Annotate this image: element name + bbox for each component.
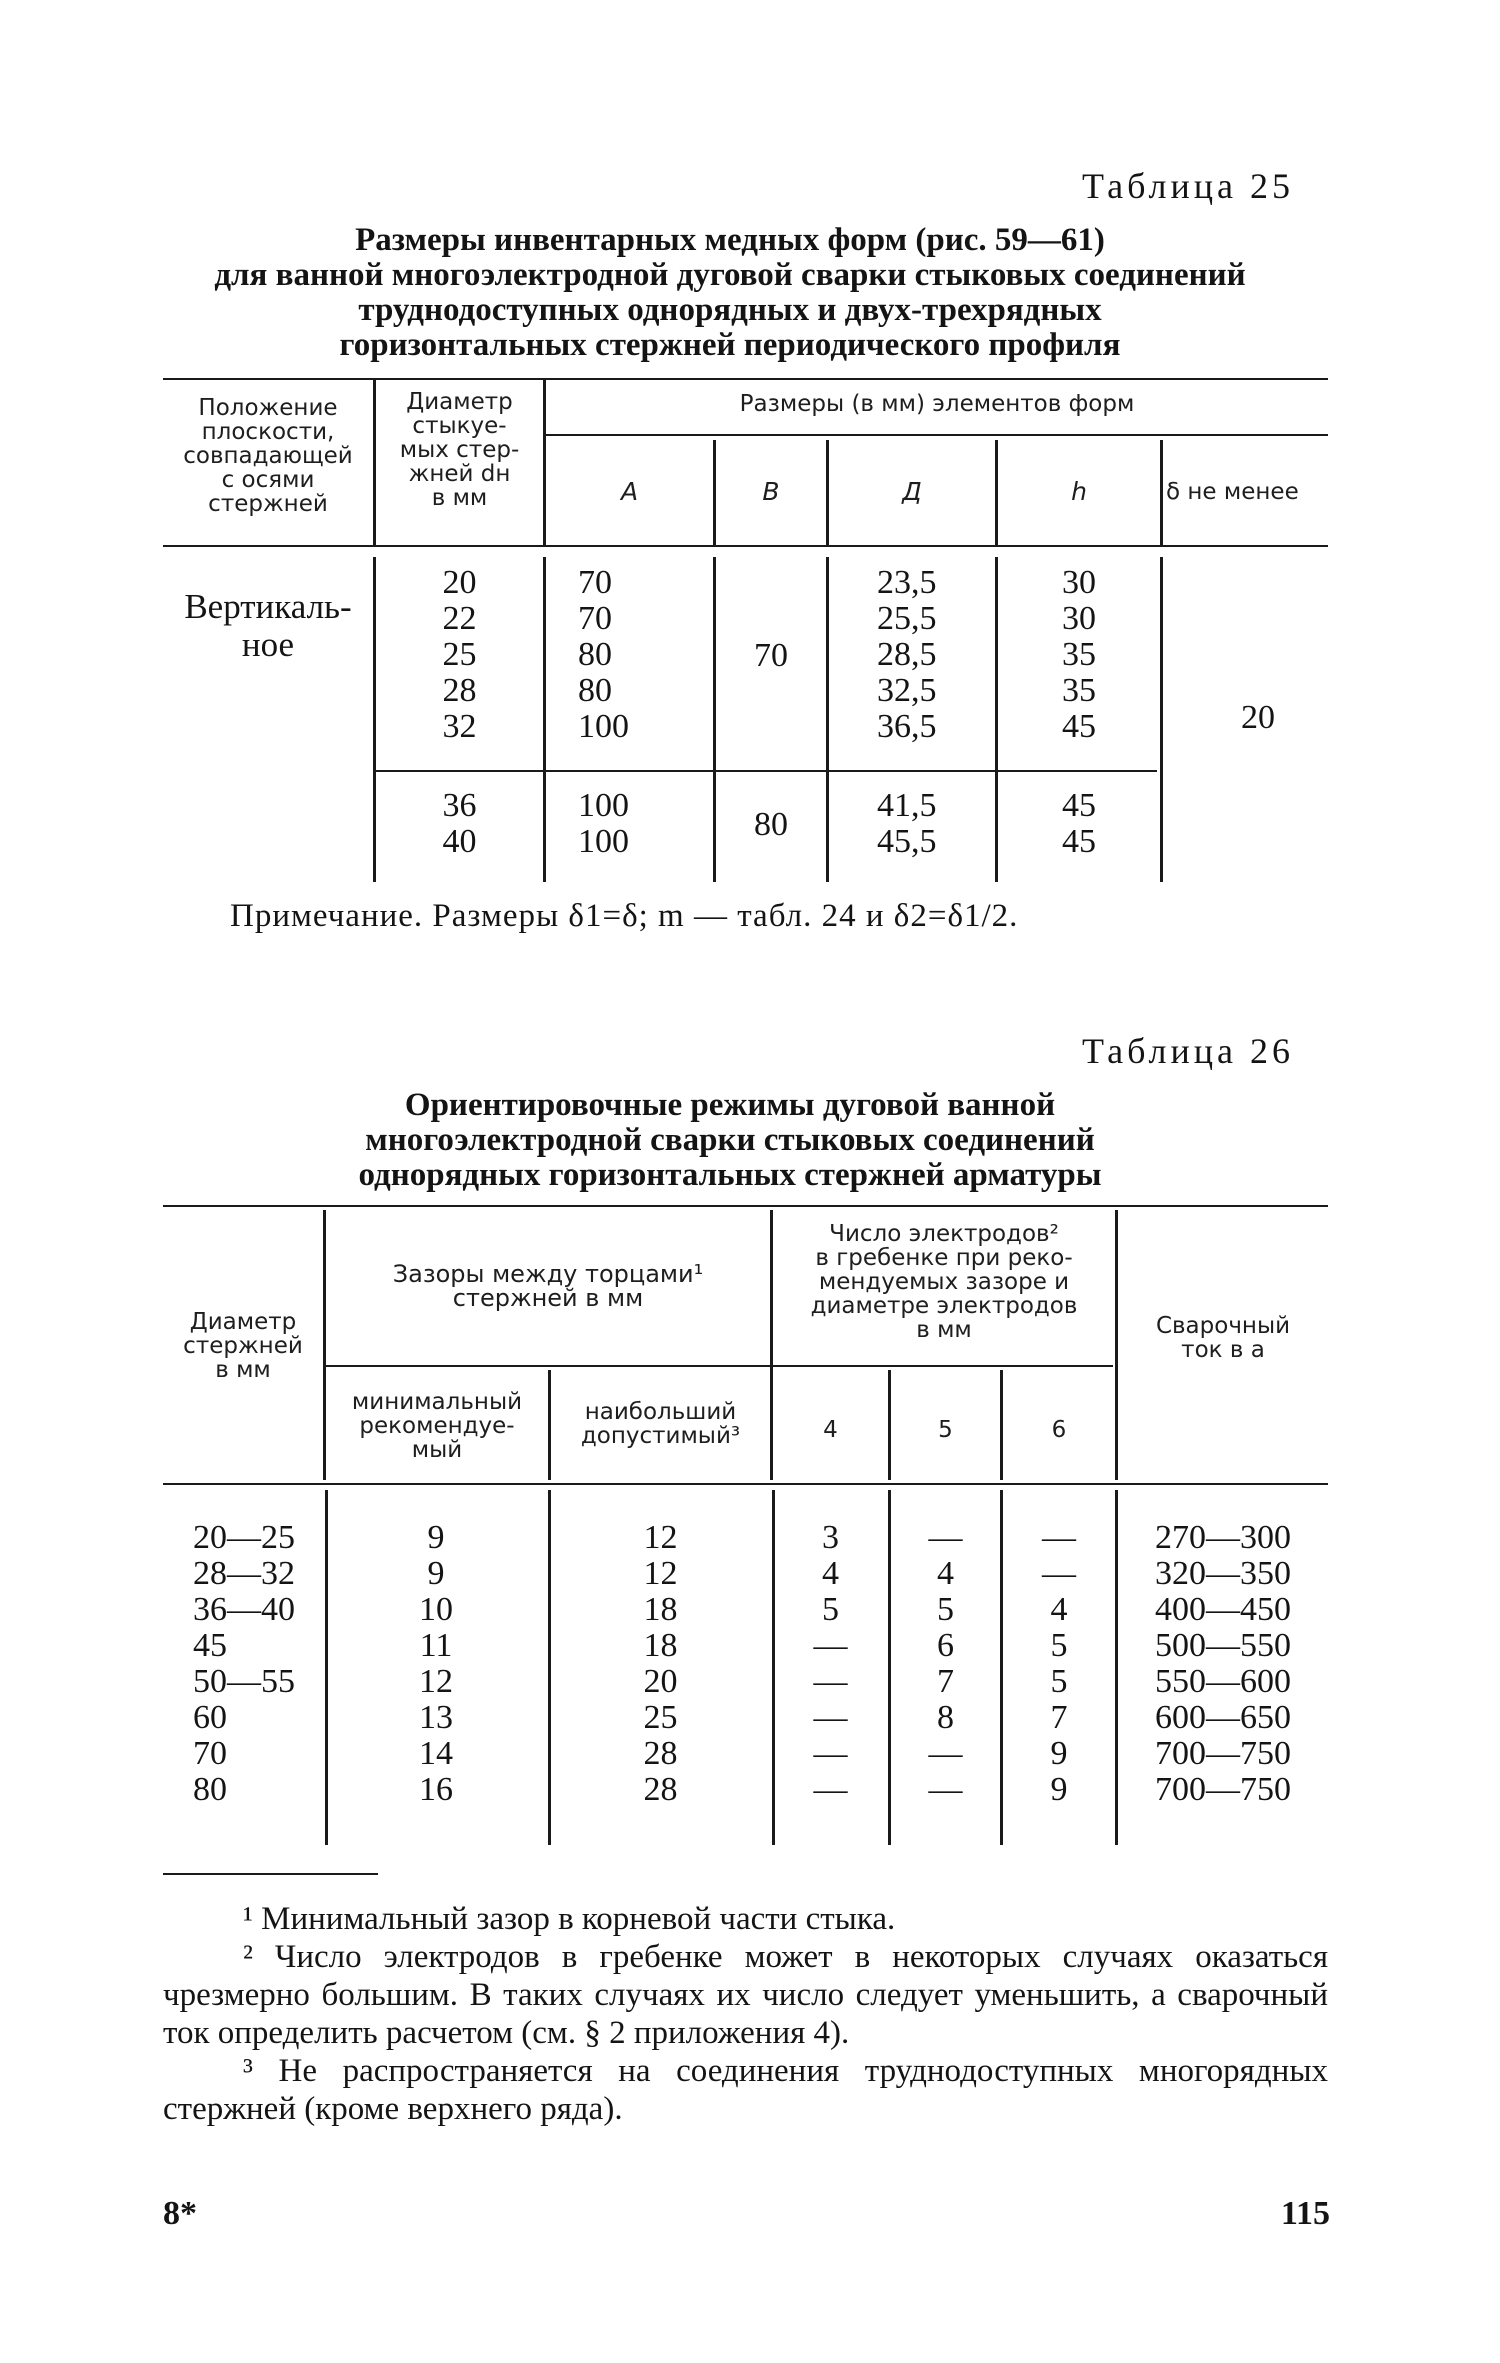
cell-n4: 5: [822, 1591, 839, 1628]
cell-text: 30: [1062, 564, 1096, 601]
group-separator-rule: [375, 770, 1157, 772]
cell-text: 32: [442, 708, 477, 745]
cell-current: 500—550: [1155, 1627, 1291, 1664]
table-row: [163, 1700, 1328, 1736]
cell-n5: 8: [937, 1699, 954, 1736]
cell-gap-min: 14: [419, 1735, 453, 1772]
group2-diameters: [376, 788, 543, 860]
table-26-label: Таблица 26: [1082, 1031, 1294, 1071]
cell-text: 100: [578, 787, 629, 824]
group1-B: 70: [754, 637, 788, 674]
header-text: Зазоры между торцами¹: [392, 1260, 704, 1288]
col-divider: [1160, 440, 1163, 545]
cell-n5: —: [928, 1735, 963, 1772]
cell-text: 30: [1062, 600, 1096, 637]
cell-diameter: 80: [193, 1771, 227, 1808]
header-text: рекомендуе-: [359, 1413, 515, 1439]
caption-line: для ванной многоэлектродной дуговой сварки стыковых соединений: [214, 257, 1246, 293]
cell-n4: —: [813, 1663, 848, 1700]
cell-diameter: 36—40: [193, 1591, 295, 1628]
group1-A: [546, 565, 713, 745]
cell-n5: 6: [937, 1627, 954, 1664]
cell-gap-max: 12: [643, 1555, 678, 1592]
cell-n6: 9: [1050, 1771, 1068, 1808]
table-26-body: [163, 1520, 1328, 1808]
header-text: в гребенке при реко-: [815, 1245, 1073, 1271]
cell-gap-max: 28: [643, 1735, 678, 1772]
cell-n4: 4: [822, 1555, 839, 1592]
header-diameter: [163, 1310, 323, 1382]
cell-gap-max: 18: [643, 1591, 678, 1628]
header-bottom-rule: [163, 1483, 1328, 1485]
cell-gap-max: 20: [643, 1663, 678, 1700]
header-position: [163, 396, 373, 516]
cell-text: 40: [442, 823, 477, 860]
table-25-caption: [120, 223, 1340, 363]
cell-gap-min: 13: [419, 1699, 453, 1736]
cell-text: 20: [442, 564, 477, 601]
cell-text: 23,5: [877, 564, 937, 601]
header-delta: δ не менее: [1166, 479, 1299, 505]
header-text: наибольший: [584, 1399, 737, 1425]
cell-diameter: 60: [193, 1699, 227, 1736]
cell-text: 45: [1062, 823, 1096, 860]
header-text: с осями: [221, 467, 315, 493]
cell-n5: —: [928, 1771, 963, 1808]
caption-line: многоэлектродной сварки стыковых соединений: [365, 1122, 1095, 1158]
cell-text: 45,5: [877, 823, 937, 860]
cell-text: 41,5: [877, 787, 937, 824]
cell-text: 36: [442, 787, 477, 824]
cell-diameter: 45: [193, 1627, 227, 1664]
group2-B: 80: [754, 806, 788, 843]
header-text: Диаметр: [189, 1309, 297, 1335]
cell-gap-min: 16: [419, 1771, 453, 1808]
table-row: [163, 1664, 1328, 1700]
header-text: мендуемых зазоре и: [818, 1269, 1070, 1295]
header-current: [1118, 1314, 1328, 1362]
cell-text: 32,5: [877, 672, 937, 709]
page-number: 115: [1280, 2195, 1330, 2232]
footnote-rule: [163, 1873, 378, 1875]
cell-n5: 4: [937, 1555, 954, 1592]
cell-current: 270—300: [1155, 1519, 1291, 1556]
position-value: [163, 588, 373, 664]
group1-D: [829, 565, 995, 745]
group2-D: [829, 788, 995, 860]
caption-line: однорядных горизонтальных стержней арматуры: [358, 1157, 1102, 1193]
cell-n4: —: [813, 1771, 848, 1808]
header-text: совпадающей: [183, 443, 353, 469]
header-B: B: [762, 477, 780, 506]
cell-gap-max: 12: [643, 1519, 678, 1556]
cell-current: 700—750: [1155, 1771, 1291, 1808]
table-row: [163, 1520, 1328, 1556]
cell-text: 45: [1062, 708, 1096, 745]
cell-n6: 5: [1050, 1663, 1068, 1700]
footnote: ² Число электродов в гребенке может в некоторых случаях оказаться чрезмерно большим. В таких случаях их число следует уменьшить, а сварочный ток определить расчетом (см. § 2 приложения 4).: [163, 1939, 1328, 2051]
header-text: стыкуе-: [412, 413, 507, 439]
header-text: в мм: [215, 1357, 271, 1383]
delta-value: 20: [1241, 699, 1275, 736]
table-26-caption: [120, 1088, 1340, 1193]
table-top-rule: [163, 1205, 1328, 1207]
header-text: жней dн: [408, 461, 511, 487]
cell-current: 700—750: [1155, 1735, 1291, 1772]
table-row: [163, 1736, 1328, 1772]
header-text: плоскости,: [201, 419, 335, 445]
caption-line: Размеры инвентарных медных форм (рис. 59—61): [355, 222, 1105, 258]
cell-text: 35: [1062, 672, 1096, 709]
header-text: ток в а: [1181, 1337, 1265, 1363]
cell-text: 100: [578, 708, 629, 745]
header-text: диаметре электродов: [810, 1293, 1078, 1319]
header-text: мый: [411, 1437, 463, 1463]
caption-line: Ориентировочные режимы дуговой ванной: [404, 1087, 1056, 1123]
table-row: [163, 1628, 1328, 1664]
cell-gap-min: 9: [427, 1519, 445, 1556]
cell-n4: —: [813, 1735, 848, 1772]
cell-text: 28,5: [877, 636, 937, 673]
cell-text: 35: [1062, 636, 1096, 673]
group1-diameters: [376, 565, 543, 745]
header-text: в мм: [431, 485, 488, 511]
caption-line: труднодоступных однорядных и двух-трехрядных: [358, 292, 1102, 328]
header-text: Число электродов²: [829, 1221, 1059, 1247]
cell-text: 70: [578, 600, 612, 637]
cell-text: 80: [578, 636, 612, 673]
header-text: стержней: [208, 491, 328, 517]
group-header-rule: [545, 434, 1328, 436]
cell-n4: 3: [822, 1519, 839, 1556]
header-group: Размеры (в мм) элементов форм: [739, 391, 1135, 417]
cell-text: 25: [442, 636, 477, 673]
cell-n6: —: [1042, 1555, 1076, 1592]
cell-current: 600—650: [1155, 1699, 1291, 1736]
header-h: h: [1071, 477, 1087, 506]
cell-n5: 7: [937, 1663, 954, 1700]
cell-n6: 7: [1050, 1699, 1068, 1736]
cell-diameter: 50—55: [193, 1663, 295, 1700]
cell-text: 36,5: [877, 708, 937, 745]
table-row: [163, 1592, 1328, 1628]
cell-n6: 4: [1050, 1591, 1068, 1628]
header-text: Диаметр: [406, 389, 513, 415]
header-e4: 4: [823, 1417, 838, 1443]
cell-n4: —: [813, 1699, 848, 1736]
cell-gap-min: 11: [419, 1627, 453, 1664]
cell-diameter: 20—25: [193, 1519, 295, 1556]
cell-n6: 9: [1050, 1735, 1068, 1772]
header-A: A: [620, 477, 639, 506]
cell-n6: 5: [1050, 1627, 1068, 1664]
table-row: [163, 1772, 1328, 1808]
header-text: в мм: [916, 1317, 972, 1343]
cell-text: 22: [442, 600, 477, 637]
header-text: допустимый³: [580, 1423, 741, 1449]
header-e6: 6: [1051, 1417, 1067, 1443]
cell-text: ное: [241, 625, 295, 664]
cell-text: Вертикаль-: [184, 587, 352, 626]
cell-gap-max: 18: [643, 1627, 678, 1664]
cell-gap-max: 25: [643, 1699, 678, 1736]
group1-h: [998, 565, 1160, 745]
subheader-rule: [325, 1365, 1113, 1367]
cell-diameter: 28—32: [193, 1555, 295, 1592]
footnotes: [163, 1900, 1328, 2128]
cell-gap-min: 9: [427, 1555, 445, 1592]
cell-text: 45: [1062, 787, 1096, 824]
header-gaps: [326, 1262, 770, 1310]
header-gap-max: [551, 1400, 770, 1448]
cell-gap-min: 10: [419, 1591, 453, 1628]
cell-n5: —: [928, 1519, 963, 1556]
caption-line: горизонтальных стержней периодического профиля: [339, 327, 1121, 363]
header-gap-min: [326, 1390, 548, 1462]
header-D: Д: [902, 477, 922, 506]
header-e5: 5: [938, 1417, 953, 1443]
table-25-label: Таблица 25: [1082, 166, 1294, 206]
header-bottom-rule: [163, 545, 1328, 547]
cell-n6: —: [1042, 1519, 1076, 1556]
table-row: [163, 1556, 1328, 1592]
header-text: минимальный: [351, 1389, 523, 1415]
footnote: ³ Не распространяется на соединения труднодоступных многорядных стержней (кроме верхнего ряда).: [163, 2053, 1328, 2127]
group2-A: [546, 788, 713, 860]
cell-text: 100: [578, 823, 629, 860]
cell-text: 80: [578, 672, 612, 709]
cell-text: 25,5: [877, 600, 937, 637]
group2-h: [998, 788, 1160, 860]
footnote: ¹ Минимальный зазор в корневой части стыка.: [243, 1901, 896, 1937]
table-25-note: Примечание. Размеры δ1=δ; m — табл. 24 и δ2=δ1/2.: [230, 898, 1019, 934]
header-text: Положение: [198, 395, 338, 421]
cell-gap-min: 12: [419, 1663, 453, 1700]
cell-text: 70: [578, 564, 612, 601]
cell-gap-max: 28: [643, 1771, 678, 1808]
header-text: стержней в мм: [452, 1284, 644, 1312]
cell-current: 320—350: [1155, 1555, 1291, 1592]
cell-current: 400—450: [1155, 1591, 1291, 1628]
header-text: стержней: [183, 1333, 303, 1359]
header-text: мых стер-: [399, 437, 520, 463]
header-diameter: [376, 390, 543, 510]
header-text: Сварочный: [1155, 1313, 1291, 1339]
cell-current: 550—600: [1155, 1663, 1291, 1700]
table-top-rule: [163, 378, 1328, 380]
cell-n4: —: [813, 1627, 848, 1664]
signature-mark: 8*: [163, 2195, 197, 2232]
cell-text: 28: [442, 672, 477, 709]
cell-n5: 5: [937, 1591, 954, 1628]
header-electrodes: [773, 1222, 1115, 1342]
cell-diameter: 70: [193, 1735, 227, 1772]
